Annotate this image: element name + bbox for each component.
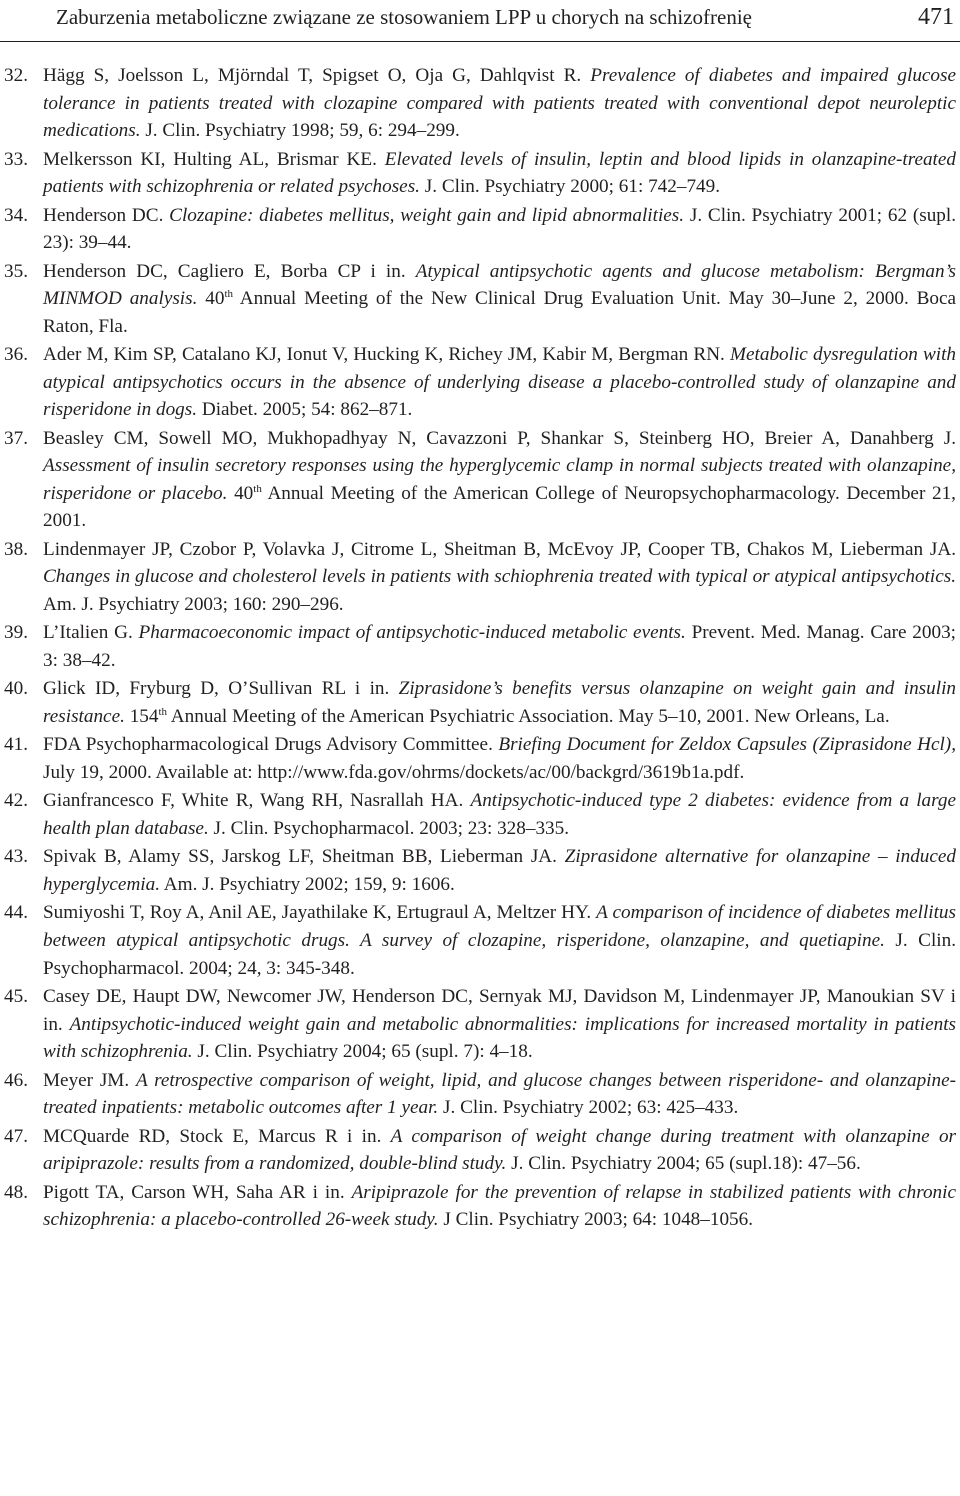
reference-number: 41. [4,734,28,756]
reference-source: Am. J. Psychiatry 2003; 160: 290–296. [43,594,344,616]
reference-item [4,146,956,201]
reference-source: J Clin. Psychiatry 2003; 64: 1048–1056. [443,1209,754,1231]
reference-authors: Casey DE, Haupt DW, Newcomer JW, Henderson DC, Sernyak MJ, Davidson M, Lindenmayer JP, Manoukian SV i in. [43,985,956,1035]
reference-authors: Lindenmayer JP, Czobor P, Volavka J, Citrome L, Sheitman B, McEvoy JP, Cooper TB, Chakos M, Lieberman JA. [43,538,956,560]
reference-number: 35. [4,260,28,282]
reference-number: 47. [4,1125,28,1147]
reference-authors: Ader M, Kim SP, Catalano KJ, Ionut V, Hucking K, Richey JM, Kabir M, Bergman RN. [43,344,725,366]
reference-item [4,1123,956,1178]
reference-source: J. Clin. Psychiatry 2004; 65 (supl. 7): 4–18. [197,1041,533,1063]
reference-title: Ziprasidone’s benefits versus olanzapine on weight gain and insulin resistance. [43,678,956,728]
reference-source: Annual Meeting of the American College of Neuropsychopharmacology. December 21, 2001. [43,482,956,532]
reference-source: Am. J. Psychiatry 2002; 159, 9: 1606. [163,873,455,895]
reference-title: Changes in glucose and cholesterol levels in patients with schiophrenia treated with typical or atypical antipsychotics. [43,566,956,588]
reference-number: 38. [4,538,28,560]
reference-number: 46. [4,1069,28,1091]
reference-item [4,843,956,898]
reference-title: Antipsychotic-induced weight gain and metabolic abnormalities: implications for increased mortality in patients with schizophrenia. [43,1013,957,1063]
reference-item [4,425,956,535]
reference-source: Diabet. 2005; 54: 862–871. [201,399,413,421]
reference-number: 43. [4,846,28,868]
reference-title: Atypical antipsychotic agents and glucose metabolism: Bergman’s MINMOD analysis. [43,260,956,310]
reference-number: 44. [4,902,28,924]
reference-authors: Beasley CM, Sowell MO, Mukhopadhyay N, Cavazzoni P, Shankar S, Steinberg HO, Breier A, Danahberg J. [43,427,956,449]
reference-number: 36. [4,344,28,366]
reference-item [4,983,956,1066]
reference-source-ordinal: 40 [205,288,225,310]
reference-title: Prevalence of diabetes and impaired glucose tolerance in patients treated with clozapine compared with patients treated with conventional depot neuroleptic medications. [43,65,957,142]
running-header [56,0,954,34]
reference-item [4,1179,956,1234]
reference-number: 40. [4,678,28,700]
reference-item [4,619,956,674]
reference-source: J. Clin. Psychiatry 2000; 61: 742–749. [424,176,721,198]
page-number: 471 [918,3,954,30]
reference-item [4,202,956,257]
reference-title: A retrospective comparison of weight, lipid, and glucose changes between risperidone- and olanzapine-treated inpatients: metabolic outcomes after 1 year. [43,1069,957,1119]
reference-title: Aripiprazole for the prevention of relapse in stabilized patients with chronic schizophrenia: a placebo-controlled 26-week study. [43,1181,956,1231]
reference-authors: Henderson DC, Cagliero E, Borba CP i in. [43,260,406,282]
reference-title: Elevated levels of insulin, leptin and blood lipids in olanzapine-treated patients with schizophrenia or related psychoses. [43,148,957,198]
reference-item [4,258,956,341]
reference-title: A comparison of weight change during treatment with olanzapine or aripiprazole: results from a randomized, double-blind study. [43,1125,957,1175]
reference-authors: MCQuarde RD, Stock E, Marcus R i in. [43,1125,382,1147]
reference-title: Assessment of insulin secretory responses using the hyperglycemic clamp in normal subjects treated with olanzapine, risperidone or placebo. [43,455,956,504]
reference-authors: L’Italien G. [43,622,133,644]
reference-source: J. Clin. Psychopharmacol. 2004; 24, 3: 345-348. [43,929,956,979]
reference-item [4,787,956,842]
header-divider [0,41,960,42]
reference-item [4,536,956,619]
reference-title: A comparison of incidence of diabetes mellitus between atypical antipsychotic drugs. A survey of clozapine, risperidone, olanzapine, and quetiapine. [43,902,956,951]
reference-authors: Sumiyoshi T, Roy A, Anil AE, Jayathilake K, Ertugraul A, Meltzer HY. [43,902,592,924]
reference-authors: Pigott TA, Carson WH, Saha AR i in. [43,1181,345,1203]
reference-title: Metabolic dysregulation with atypical antipsychotics occurs in the absence of underlying disease a placebo-controlled study of olanzapine and risperidone in dogs. [43,344,957,421]
reference-source-ordinal: 154 [129,706,159,728]
reference-item [4,341,956,424]
reference-authors: Gianfrancesco F, White R, Wang RH, Nasrallah HA. [43,790,464,812]
reference-authors: Henderson DC. [43,204,164,226]
reference-item [4,899,956,982]
reference-authors: Melkersson KI, Hulting AL, Brismar KE. [43,148,377,170]
reference-title: Ziprasidone alternative for olanzapine – induced hyperglycemia. [43,846,957,895]
reference-source-ordinal-suffix: th [253,482,262,495]
reference-number: 37. [4,427,28,449]
reference-list [4,62,956,1234]
reference-source: J. Clin. Psychiatry 2001; 62 (supl. 23): 39–44. [43,204,957,254]
reference-number: 48. [4,1181,28,1203]
reference-item [4,1067,956,1122]
reference-source-ordinal-suffix: th [224,288,233,301]
reference-item [4,731,956,786]
reference-item [4,62,956,145]
reference-title: Briefing Document for Zeldox Capsules (Ziprasidone Hcl), [498,734,956,756]
reference-authors: FDA Psychopharmacological Drugs Advisory Committee. [43,734,493,756]
reference-authors: Hägg S, Joelsson L, Mjörndal T, Spigset O, Oja G, Dahlqvist R. [43,65,582,86]
reference-authors: Meyer JM. [43,1069,130,1091]
reference-source-ordinal: 40 [234,482,254,504]
reference-source: J. Clin. Psychiatry 2004; 65 (supl.18): 47–56. [511,1153,861,1175]
reference-source: Annual Meeting of the New Clinical Drug Evaluation Unit. May 30–June 2, 2000. Boca Raton, Fla. [43,288,957,337]
reference-number: 39. [4,622,28,644]
reference-number: 45. [4,985,28,1007]
reference-title: Antipsychotic-induced type 2 diabetes: evidence from a large health plan database. [43,790,956,839]
reference-number: 34. [4,204,28,226]
reference-title: Clozapine: diabetes mellitus, weight gain and lipid abnormalities. [169,204,685,226]
reference-source: Annual Meeting of the American Psychiatric Association. May 5–10, 2001. New Orleans, La. [170,706,890,728]
reference-source: J. Clin. Psychopharmacol. 2003; 23: 328–335. [213,818,570,839]
reference-authors: Spivak B, Alamy SS, Jarskog LF, Sheitman BB, Lieberman JA. [43,846,557,868]
reference-source: July 19, 2000. Available at: http://www.fda.gov/ohrms/dockets/ac/00/backgrd/3619b1a.pdf. [43,762,745,784]
reference-source: J. Clin. Psychiatry 2002; 63: 425–433. [443,1097,739,1119]
reference-number: 32. [4,65,28,86]
reference-authors: Glick ID, Fryburg D, O’Sullivan RL i in. [43,678,390,700]
reference-source-ordinal-suffix: th [158,706,168,719]
reference-number: 42. [4,790,28,812]
reference-source: Prevent. Med. Manag. Care 2003; 3: 38–42. [43,622,957,672]
reference-item [4,675,956,730]
reference-source: J. Clin. Psychiatry 1998; 59, 6: 294–299. [145,120,460,142]
running-title: Zaburzenia metaboliczne związane ze stosowaniem LPP u chorych na schizofrenię [56,4,753,29]
reference-title: Pharmacoeconomic impact of antipsychotic-induced metabolic events. [138,622,686,644]
reference-number: 33. [4,148,28,170]
